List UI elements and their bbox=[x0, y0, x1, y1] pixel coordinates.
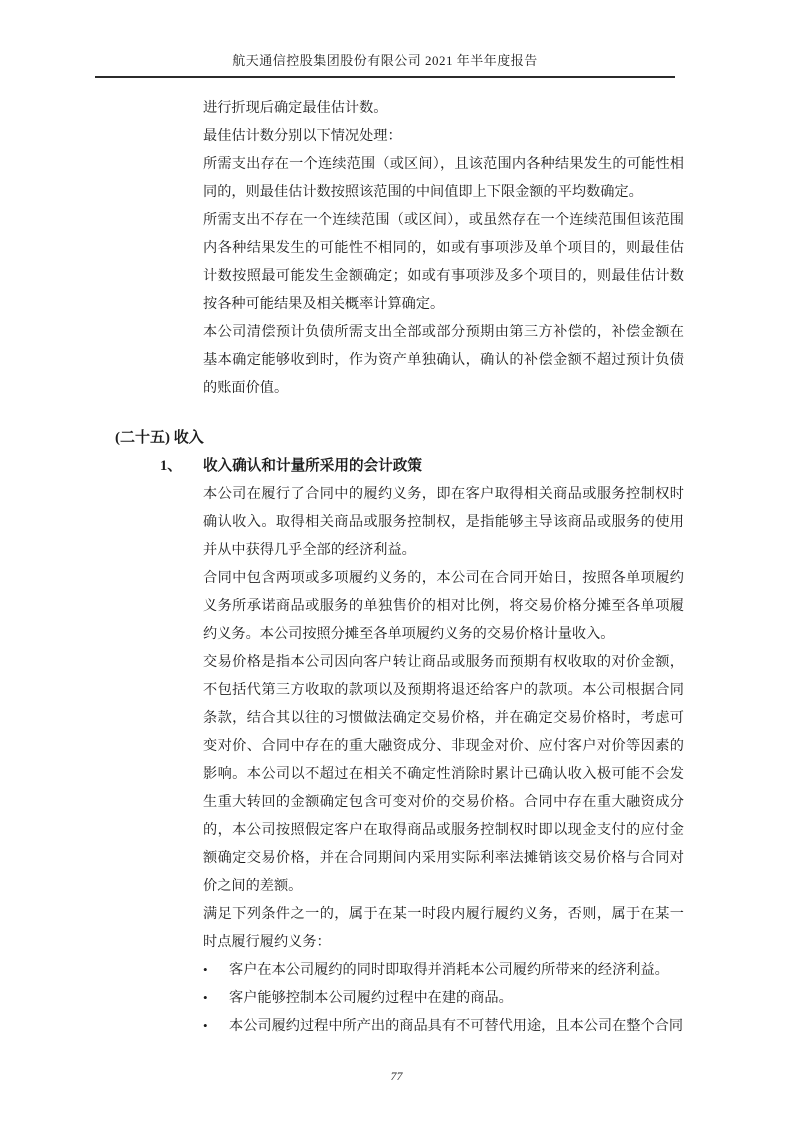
bullet-icon: • bbox=[203, 1018, 208, 1033]
revenue-paragraph: 满足下列条件之一的，属于在某一时段内履行履约义务，否则，属于在某一时点履行履约义务： bbox=[203, 906, 684, 950]
bullet-item bbox=[203, 956, 684, 984]
sub-heading-title: 收入确认和计量所采用的会计政策 bbox=[203, 458, 422, 474]
provision-paragraph: 最佳估计数分别以下情况处理： bbox=[203, 128, 402, 144]
bullet-icon: • bbox=[203, 962, 208, 977]
report-title: 航天通信控股集团股份有限公司 2021 年半年度报告 bbox=[232, 53, 538, 68]
revenue-paragraph: 本公司在履行了合同中的履约义务，即在客户取得相关商品或服务控制权时确认收入。取得相关商品或服务控制权，是指能够主导该商品或服务的使用并从中获得几乎全部的经济利益。 bbox=[203, 486, 684, 558]
page-number: 77 bbox=[390, 1069, 403, 1083]
revenue-paragraph: 合同中包含两项或多项履约义务的，本公司在合同开始日，按照各单项履约义务所承诺商品或服务的单独售价的相对比例，将交易价格分摊至各单项履约义务。本公司按照分摊至各单项履约义务的交易价格计量收入。 bbox=[203, 570, 684, 642]
sub-heading-revenue-policy bbox=[95, 452, 687, 480]
provision-paragraph: 进行折现后确定最佳估计数。 bbox=[203, 100, 388, 116]
bullet-text: 本公司履约过程中所产出的商品具有不可替代用途，且本公司在整个合同 bbox=[229, 1018, 684, 1034]
bullet-icon: • bbox=[203, 990, 208, 1005]
section-heading-revenue: (二十五) 收入 bbox=[115, 430, 204, 446]
page-header bbox=[95, 50, 675, 78]
page-content bbox=[95, 94, 687, 1040]
page-footer bbox=[0, 1069, 793, 1084]
bullet-item bbox=[203, 984, 684, 1012]
provision-paragraph: 所需支出不存在一个连续范围（或区间），或虽然存在一个连续范围但该范围内各种结果发生的可能性不相同的，如或有事项涉及单个项目的，则最佳估计数按照最可能发生金额确定；如或有事项涉及多个项目的，则最佳估计数按各种可能结果及相关概率计算确定。 bbox=[203, 212, 684, 312]
bullet-text: 客户能够控制本公司履约过程中在建的商品。 bbox=[229, 990, 513, 1006]
sub-heading-number: 1、 bbox=[160, 458, 182, 474]
revenue-paragraph: 交易价格是指本公司因向客户转让商品或服务而预期有权收取的对价金额，不包括代第三方收取的款项以及预期将退还给客户的款项。本公司根据合同条款，结合其以往的习惯做法确定交易价格，并在确定交易价格时，考虑可变对价、合同中存在的重大融资成分、非现金对价、应付客户对价等因素的影响。本公司以不超过在相关不确定性消除时累计已确认收入极可能不会发生重大转回的金额确定包含可变对价的交易价格。合同中存在重大融资成分的，本公司按照假定客户在取得商品或服务控制权时即以现金支付的应付金额确定交易价格，并在合同期间内采用实际利率法摊销该交易价格与合同对价之间的差额。 bbox=[203, 654, 684, 894]
provision-paragraph: 所需支出存在一个连续范围（或区间），且该范围内各种结果发生的可能性相同的，则最佳估计数按照该范围的中间值即上下限金额的平均数确定。 bbox=[203, 156, 684, 200]
provision-paragraph: 本公司清偿预计负债所需支出全部或部分预期由第三方补偿的，补偿金额在基本确定能够收到时，作为资产单独确认，确认的补偿金额不超过预计负债的账面价值。 bbox=[203, 324, 684, 396]
bullet-item bbox=[203, 1012, 684, 1040]
bullet-text: 客户在本公司履约的同时即取得并消耗本公司履约所带来的经济利益。 bbox=[229, 962, 669, 978]
